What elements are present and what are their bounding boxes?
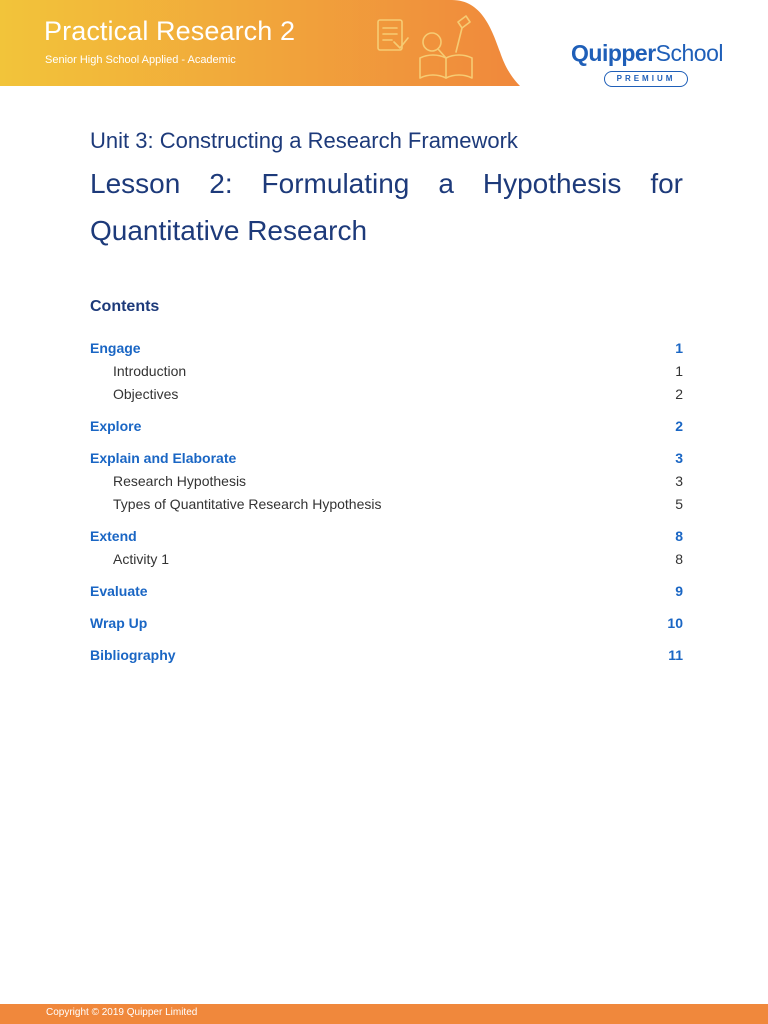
toc-entry-page: 2 bbox=[675, 385, 683, 402]
toc-entry-page: 8 bbox=[675, 527, 683, 544]
toc-section-bibliography bbox=[90, 643, 683, 666]
toc-section-evaluate bbox=[90, 579, 683, 602]
toc-entry-label: Types of Quantitative Research Hypothesis bbox=[113, 495, 382, 512]
toc-entry-page: 2 bbox=[675, 417, 683, 434]
toc-entry-page: 11 bbox=[668, 646, 683, 663]
toc-entry-label: Introduction bbox=[113, 362, 187, 379]
research-tools-icon bbox=[372, 12, 482, 82]
toc-entry-page: 3 bbox=[675, 449, 683, 466]
quipper-school-logo bbox=[571, 40, 731, 90]
premium-badge: PREMIUM bbox=[604, 71, 688, 87]
toc-link-extend[interactable] bbox=[90, 524, 683, 547]
toc-entry-label: Explain and Elaborate bbox=[90, 449, 237, 466]
toc-entry-label: Evaluate bbox=[90, 582, 148, 599]
toc-link-explain-elaborate[interactable] bbox=[90, 446, 683, 469]
toc-entry-label: Activity 1 bbox=[113, 550, 170, 567]
toc-entry-page: 1 bbox=[675, 362, 683, 379]
toc-entry-label: Engage bbox=[90, 339, 141, 356]
page-header bbox=[0, 0, 768, 100]
toc-entry-label: Wrap Up bbox=[90, 614, 148, 631]
toc-entry-label: Research Hypothesis bbox=[113, 472, 247, 489]
course-title: Practical Research 2 bbox=[44, 16, 296, 46]
toc-link-bibliography[interactable] bbox=[90, 643, 683, 666]
toc-entry-page: 10 bbox=[667, 614, 683, 631]
toc-link-activity-1[interactable] bbox=[90, 547, 683, 570]
toc-entry-label: Objectives bbox=[113, 385, 179, 402]
table-of-contents bbox=[90, 336, 683, 675]
toc-link-introduction[interactable] bbox=[90, 359, 683, 382]
toc-section-explain-elaborate bbox=[90, 446, 683, 515]
contents-heading: Contents bbox=[90, 298, 160, 315]
toc-link-objectives[interactable] bbox=[90, 382, 683, 405]
toc-section-wrap-up bbox=[90, 611, 683, 634]
toc-link-evaluate[interactable] bbox=[90, 579, 683, 602]
course-subtitle: Senior High School Applied - Academic bbox=[45, 54, 236, 66]
toc-entry-label: Explore bbox=[90, 417, 142, 434]
toc-link-explore[interactable] bbox=[90, 414, 683, 437]
toc-entry-page: 5 bbox=[675, 495, 683, 512]
toc-section-extend bbox=[90, 524, 683, 570]
toc-section-explore bbox=[90, 414, 683, 437]
page-footer bbox=[0, 1004, 768, 1024]
logo-wordmark: QuipperSchool bbox=[571, 40, 723, 66]
toc-entry-label: Bibliography bbox=[90, 646, 176, 663]
unit-title: Unit 3: Constructing a Research Framework bbox=[90, 128, 518, 153]
toc-section-engage bbox=[90, 336, 683, 405]
lesson-title: Lesson 2: Formulating a Hypothesis for Quantitative Research bbox=[90, 168, 683, 246]
toc-link-research-hypothesis[interactable] bbox=[90, 469, 683, 492]
toc-entry-page: 8 bbox=[675, 550, 683, 567]
toc-link-engage[interactable] bbox=[90, 336, 683, 359]
toc-entry-label: Extend bbox=[90, 527, 137, 544]
toc-link-wrap-up[interactable] bbox=[90, 611, 683, 634]
copyright-text: Copyright © 2019 Quipper Limited bbox=[46, 1007, 198, 1018]
toc-entry-page: 3 bbox=[675, 472, 683, 489]
toc-link-types-of-hypothesis[interactable] bbox=[90, 492, 683, 515]
toc-entry-page: 9 bbox=[675, 582, 683, 599]
toc-entry-page: 1 bbox=[675, 339, 683, 356]
